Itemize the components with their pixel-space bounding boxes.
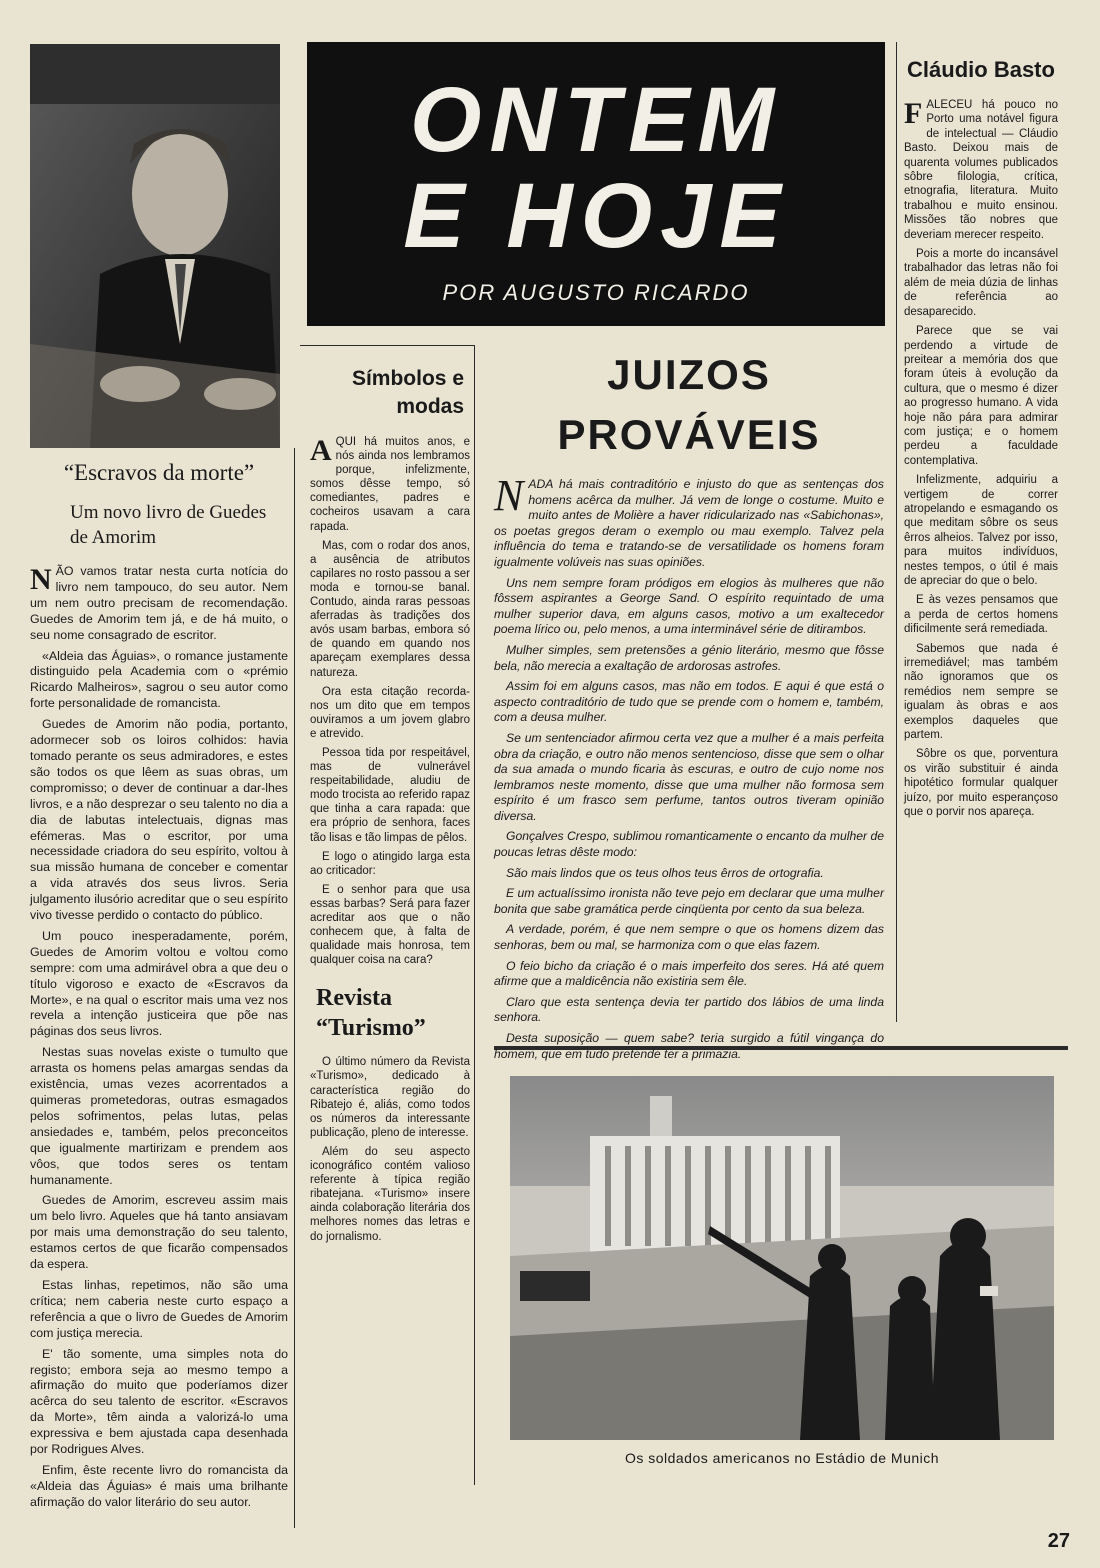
banner-title-line2: E HOJE	[403, 165, 789, 267]
paragraph: Infelizmente, adquiriu a vertigem de correr atropelando e esmagando os que meditam sôbre os seus êrros alheios. Talvez por isso, para muitos indivíduos, nestes tempos, o útil é mais de apreciar do que o belo.	[904, 474, 1058, 587]
article-title: Cláudio Basto	[907, 57, 1055, 82]
paragraph: E logo o atingido larga esta ao criticador:	[310, 850, 470, 877]
paragraph: E o senhor para que usa essas barbas? Será para fazer acreditar aos que o não conhecem que, à falta de qualidade mais honrosa, tem qualquer coisa na cara?	[310, 883, 470, 967]
dropcap: N	[30, 563, 52, 596]
paragraph: Enfim, êste recente livro do romancista da «Aldeia das Águias» é mais uma brilhante afirmação do valor literário do seu autor.	[30, 1462, 288, 1509]
paragraph: Sôbre os que, porventura os virão substituir é ainda hipotético formular qualquer juízo, por muito esperançoso que o porvir nos apareça.	[904, 748, 1058, 819]
paragraph: E às vezes pensamos que a perda de certos homens dificilmente será remediada.	[904, 594, 1058, 636]
paragraph: São mais lindos que os teus olhos teus êrros de ortografia.	[506, 865, 824, 880]
paragraph: Se um sentenciador afirmou certa vez que a mulher é a mais perfeita obra da criação, e outro não menos sentencioso, disse que sem o olhar da sua amada o mundo ficaria às escuras, e outro de cujo nome nos lembramos neste momento, disse que uma mulher não formosa sem espírito é um frasco sem perfume, tantos outros tiveram opinião diversa.	[494, 730, 884, 823]
portrait-illustration	[30, 44, 280, 448]
paragraph: E um actualíssimo ironista não teve pejo em declarar que uma mulher bonita que sabe gramática perde cinqüenta por cento da sua beleza.	[494, 886, 884, 916]
paragraph: Desta suposição — quem sabe? teria surgido a fútil vingança do homem, que em tudo pretende ter a primazia.	[494, 1031, 884, 1061]
article-body: AQUI há muitos anos, e nós ainda nos lembramos porque, infelizmente, somos dêsse tempo, só comediantes, padres e cocheiros usavam a cara rapada. Mas, com o rodar dos anos, a ausência de atributos capilares no rosto passou a ser moda e tornou-se banal. Contudo, ainda raras pessoas aferradas às tradições dos avós usam barbas, embora só de quando em quando nos apareçam exemplares dessa natureza. Ora esta citação recorda-nos um dito que em tempos ouviramos a um jovem glabro e atrevido. Pessoa tida por respeitável, mas de vulnerável respeitabilidade, aludiu de modo trocista ao referido rapaz que tinha a cara rapada: que era próprio de senhora, faces tão lisas e tão limpas de pêlos. E logo o atingido larga esta ao criticador: E o senhor para que usa essas barbas? Será para fazer acreditar aos que o não conhecem que, à falta de qualidade mais honrosa, tem qualquer coisa na cara?	[310, 434, 470, 967]
article-subtitle: Um novo livro de Guedes de Amorim	[70, 502, 267, 548]
photo-caption: Os soldados americanos no Estádio de Munich	[624, 1450, 940, 1466]
paragraph: Assim foi em alguns casos, mas não em todos. E aqui é que está o aspecto contraditório de tudo que se prende com o homem e, também, com a deusa mulher.	[494, 679, 884, 725]
column-rule	[300, 345, 474, 346]
revista-title: Revista “Turismo”	[316, 985, 426, 1042]
paragraph: Pois a morte do incansável trabalhador das letras não foi além de meia dúzia de linhas de referência ao desaparecido.	[904, 248, 1058, 318]
article-title: Símbolos e modas	[351, 367, 464, 418]
column-rule	[474, 345, 475, 1485]
article-body: NÃO vamos tratar nesta curta notícia do livro nem tampouco, do seu autor. Nem um nem outro precisam de recomendação. Guedes de Amorim tem já, e de há muito, o seu nome consagrado de escritor. «Aldeia das Águias», o romance justamente distinguido pela Academia com o «prémio Ricardo Malheiros», sagrou o seu autor como forte personalidade de romancista. Guedes de Amorim não podia, portanto, adormecer sob os loiros colhidos: havia tomado perante os seus admiradores, e estes são todos os que lêem as suas obras, um compromisso; o dever de continuar a dar-lhes livros, e a não desprezar o seu talento no dia a dia de labutas intelectuais, dignas mas efémeras. Mas o escritor, por uma necessidade criadora do seu espírito, voltou à sua missão humana de conceber e comentar a vida através dos seus livros. Seria julgamento ilusório acreditar que o seu espírito vivo tivesse perdido o contacto do público. Um pouco inesperadamente, porém, Guedes de Amorim voltou e voltou como sempre: com uma admirável obra a que deu o título vigoroso e exacto de «Escravos da Morte», e na qual o escritor mais uma vez nos revela a intenção justiceira que põe nas páginas dos seus livros. Nestas suas novelas existe o tumulto que arrasta os homens pelas amargas sendas da existência, umas vezes acorrentados a quimeras prometedoras, outras esmagados pelos sofrimentos, pelas lutas, pelas ansiedades e, também, pelos preconceitos que igualmente martirizam e prendem aos vôos, que todos seres os tentam humanamente. Guedes de Amorim, escreveu assim mais um belo livro. Aqueles que há tanto ansiavam por mais uma demonstração do seu talento, estamos certos de que ficarão compensados da espera. Estas linhas, repetimos, não são uma crítica; nem caberia neste curto espaço a referência a que o livro de Guedes de Amorim com justiça merecia. E' tão somente, uma simples nota do registo; embora seja ao mesmo tempo a afirmação do muito que poderíamos dizer acêrca do seu talento de escritor. «Escravos da Morte», têm ainda a valorizá-lo uma expressiva e bem ajustada capa desenhada por Rodrigues Alves. Enfim, êste recente livro do romancista da «Aldeia das Águias» é mais uma brilhante afirmação do valor literário do seu autor.	[30, 563, 288, 1509]
paragraph: A verdade, porém, é que nem sempre o que os homens dizem das senhoras, bem ou mal, se harmoniza com o que elas fazem.	[494, 922, 884, 953]
column-rule	[896, 42, 897, 1022]
section-banner	[307, 42, 885, 326]
article-body: FALECEU há pouco no Porto uma notável figura de intelectual — Cláudio Basto. Deixou mais de quarenta volumes publicados sôbre filologia, crítica, etnografia, literatura. Muito trabalhou e muito ensinou. Missões tão nobres que deveriam merecer respeito. Pois a morte do incansável trabalhador das letras não foi além de meia dúzia de linhas de referência ao desaparecido. Parece que se vai perdendo a virtude de preitear a memória dos que foram úteis à evolução da cultura, que o mesmo é dizer ao progresso humano. A vida hoje não pára para admirar com justiça; e o homem perdeu a faculdade contemplativa. Infelizmente, adquiriu a vertigem de correr atropelando e esmagando os que meditam sôbre os seus êrros alheios. Talvez por isso, para muitos indivíduos, nestes tempos, o útil é mais de apreciar do que o belo. E às vezes pensamos que a perda de certos homens dificilmente será remediada. Sabemos que nada é irremediável; mas também não ignoramos que os remédios nem sempre se igualam às obras e aos exemplos daqueles que partem. Sôbre os que, porventura os virão substituir é ainda hipotético formular qualquer juízo, por muito esperançoso que o porvir nos apareça.	[904, 97, 1058, 819]
paragraph: Além do seu aspecto iconográfico contém valioso referente à típica região ribatejana. «Turismo» insere ainda colaboração literária dos melhores nomes das letras e do jornalismo.	[310, 1145, 470, 1243]
paragraph: Sabemos que nada é irremediável; mas também não ignoramos que os remédios nem sempre se igualam às obras e aos exemplos daqueles que partem.	[904, 642, 1058, 742]
article-escravos-da-morte	[30, 460, 288, 1516]
dropcap: F	[904, 97, 923, 130]
banner-byline: POR AUGUSTO RICARDO	[442, 280, 750, 305]
column-rule	[294, 448, 295, 1528]
paragraph: Claro que esta sentença devia ter partido dos lábios de uma linda senhora.	[494, 994, 884, 1025]
paragraph: Uns nem sempre foram pródigos em elogios às mulheres que não fôssem aspirantes a George Sand. O espírito requintado de uma mulher superior dava, em alguns casos, motivo a um exaltecedor poema lírico ou, pelo menos, a uma interminável série de ditirambos.	[494, 575, 884, 637]
paragraph: Gonçalves Crespo, sublimou romanticamente o encanto da mulher de poucas letras dêste modo:	[494, 829, 885, 860]
paragraph: O feio bicho da criação é o mais imperfeito dos seres. Há até quem afirme que a maldicência não existiria sem êle.	[494, 958, 884, 989]
revista-body	[310, 1055, 470, 1243]
paragraph: Ora esta citação recorda-nos um dito que em tempos ouviramos a um jovem glabro e atrevido.	[310, 685, 470, 740]
paragraph: Mas, com o rodar dos anos, a ausência de atributos capilares no rosto passou a ser moda e tornou-se banal. Contudo, ainda raras pessoas aferradas às tradições dos avós usam barbas, embora só de quando em quando nos apareçam exemplares dessa natureza.	[310, 539, 470, 679]
article-title: “Escravos da morte”	[63, 460, 255, 485]
article-juizos-provaveis	[494, 345, 884, 1067]
article-title: JUIZOS PROVÁVEIS	[557, 351, 821, 458]
paragraph: Nestas suas novelas existe o tumulto que arrasta os homens pelas amargas sendas da existência, umas vezes acorrentados a quimeras prometedoras, outras esmagados pelos sofrimentos, pelas lutas, pelas ansiedades e, também, pelos preconceitos que igualmente martirizam e prendem aos vôos, que todos seres os tentam humanamente.	[30, 1045, 288, 1187]
paragraph: Um pouco inesperadamente, porém, Guedes de Amorim voltou e voltou como sempre: com uma admirável obra a que deu o título vigoroso e exacto de «Escravos da Morte», e na qual o escritor mais uma vez nos revela a intenção justiceira que põe nas páginas dos seus livros.	[30, 928, 288, 1039]
page-number: 27	[1047, 1530, 1070, 1552]
dropcap: A	[310, 434, 332, 467]
banner-title-line1: ONTEM	[409, 69, 783, 171]
article-body: NADA há mais contraditório e injusto do que as sentenças dos homens acêrca da mulher. Já vem de longe o costume. Muito e muito antes de Molière a haver ridicularizado nas «Sabichonas», os poetas gregos deram o exemplo ou mau exemplo. Talvez pela influência do tema e tratando-se de versatilidade os homens foram igualmente volúveis nas suas opiniões. Uns nem sempre foram pródigos em elogios às mulheres que não fôssem aspirantes a George Sand. O espírito requintado de uma mulher superior dava, em alguns casos, motivo a um exaltecedor poema lírico ou, pelo menos, a uma interminável série de ditirambos. Mulher simples, sem pretensões a génio literário, mesmo que fôsse bela, não merecia a exaltação de ardorosas astrofes. Assim foi em alguns casos, mas não em todos. E aqui é que está o aspecto contraditório de tudo que se prende com o homem e, também, com a deusa mulher. Se um sentenciador afirmou certa vez que a mulher é a mais perfeita obra da criação, e outro não menos sentencioso, disse que sem o olhar da sua amada o mundo ficaria às escuras, e outro de cujo nome nos lembramos neste momento, disse que uma mulher não formosa sem espírito é um frasco sem perfume, tantos outros tiveram opinião diversa. Gonçalves Crespo, sublimou romanticamente o encanto da mulher de poucas letras dêste modo: São mais lindos que os teus olhos teus êrros de ortografia. E um actualíssimo ironista não teve pejo em declarar que uma mulher bonita que sabe gramática perde cinqüenta por cento da sua beleza. A verdade, porém, é que nem sempre o que os homens dizem das senhoras, bem ou mal, se harmoniza com o que elas fazem. O feio bicho da criação é o mais imperfeito dos seres. Há até quem afirme que a maldicência não existiria sem êle. Claro que esta sentença devia ter partido dos lábios de uma linda senhora. Desta suposição — quem sabe? teria surgido a fútil vingança do homem, que em tudo pretende ter a primazia.	[494, 471, 885, 1061]
author-portrait-photo	[30, 44, 280, 448]
paragraph: E' tão somente, uma simples nota do registo; embora seja ao mesmo tempo a afirmação do muito que poderíamos dizer acêrca do seu talento de escritor. «Escravos da Morte», têm ainda a valorizá-lo uma expressiva e bem ajustada capa desenhada por Rodrigues Alves.	[30, 1346, 288, 1457]
paragraph: Guedes de Amorim não podia, portanto, adormecer sob os loiros colhidos: havia tomado perante os seus admiradores, e estes são todos os que lêem as suas obras, um compromisso; o dever de continuar a dar-lhes livros, e a não desprezar o seu talento no dia a dia de labutas intelectuais, dignas mas efémeras. Mas o escritor, por uma necessidade criadora do seu espírito, voltou à sua missão humana de conceber e comentar a vida através dos seus livros. Seria julgamento ilusório acreditar que o seu espírito vivo tivesse perdido o contacto do público.	[30, 717, 288, 923]
stadium-illustration	[510, 1076, 1054, 1440]
paragraph: Mulher simples, sem pretensões a génio literário, mesmo que fôsse bela, não merecia a exaltação de ardorosas astrofes.	[494, 642, 884, 673]
article-claudio-basto	[904, 56, 1058, 825]
paragraph: Estas linhas, repetimos, não são uma crítica; nem caberia neste curto espaço a referência a que o livro de Guedes de Amorim com justiça merecia.	[30, 1277, 288, 1340]
paragraph: O último número da Revista «Turismo», dedicado à característica região do Ribatejo é, aliás, como todos os números da interessante publicação, pleno de interesse.	[310, 1056, 470, 1139]
paragraph: Parece que se vai perdendo a virtude de preitear a memória dos que foram úteis à evolução da cultura, que o mesmo é dizer ao progresso humano. A vida hoje não pára para admirar com justiça; e o homem perdeu a faculdade contemplativa.	[904, 325, 1058, 467]
stadium-photo	[510, 1076, 1054, 1440]
article-simbolos-e-modas	[310, 365, 470, 1249]
paragraph: «Aldeia das Águias», o romance justamente distinguido pela Academia com o «prémio Ricardo Malheiros», sagrou o seu autor como forte personalidade de romancista.	[30, 648, 288, 711]
dropcap: N	[494, 471, 524, 520]
paragraph: Guedes de Amorim, escreveu assim mais um belo livro. Aqueles que há tanto ansiavam por mais uma demonstração do seu talento, estamos certos de que ficarão compensados da espera.	[30, 1193, 288, 1272]
paragraph: Pessoa tida por respeitável, mas de vulnerável respeitabilidade, aludiu de modo trocista ao referido rapaz que tinha a cara rapada: que era próprio de senhora, faces tão lisas e tão limpas de pêlos.	[310, 746, 470, 844]
